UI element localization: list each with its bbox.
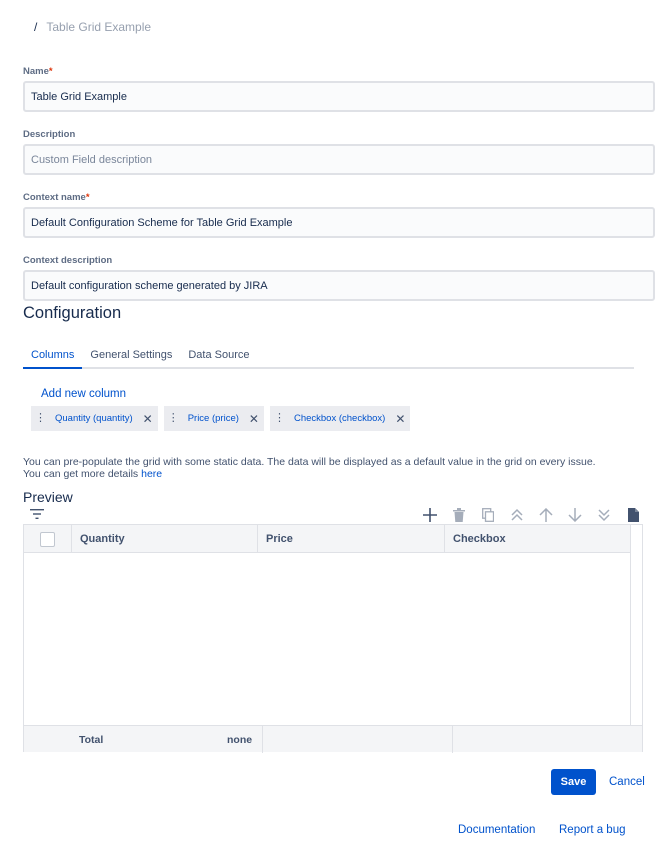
preview-grid: [23, 524, 643, 752]
breadcrumb: [34, 20, 151, 34]
total-value: none: [227, 733, 253, 746]
grid-toolbar: [419, 506, 644, 524]
trash-icon[interactable]: [448, 506, 470, 524]
remove-column-icon[interactable]: ✕: [248, 411, 259, 426]
preview-title: Preview: [23, 489, 73, 505]
context-name-input[interactable]: [23, 207, 655, 238]
column-chip-price[interactable]: [164, 406, 264, 431]
required-mark: *: [48, 66, 53, 77]
context-description-label-text: Context description: [23, 255, 113, 266]
drag-handle-icon[interactable]: ⋮: [35, 412, 46, 424]
header-quantity[interactable]: Quantity: [72, 525, 258, 553]
configuration-title: Configuration: [23, 304, 122, 322]
breadcrumb-separator: /: [34, 20, 38, 34]
column-chips: [31, 406, 410, 431]
name-label: [23, 66, 53, 77]
required-mark: *: [85, 192, 90, 203]
column-chip-checkbox[interactable]: [270, 406, 410, 431]
add-new-column-link[interactable]: Add new column: [41, 388, 127, 400]
description-label-text: Description: [23, 129, 76, 140]
tab-data-source[interactable]: Data Source: [188, 349, 250, 361]
drag-handle-icon[interactable]: ⋮: [273, 412, 285, 424]
grid-footer: [24, 725, 642, 752]
move-bottom-icon[interactable]: [593, 506, 615, 524]
header-select-cell: [24, 525, 72, 553]
copy-icon[interactable]: [477, 506, 499, 524]
column-chip-label[interactable]: Quantity (quantity): [55, 413, 133, 424]
context-description-value: Default configuration scheme generated by JIRA: [31, 279, 268, 292]
description-placeholder: Custom Field description: [31, 153, 153, 166]
footer-divider: [262, 726, 263, 753]
more-details-link[interactable]: here: [141, 468, 163, 480]
document-icon[interactable]: [622, 506, 644, 524]
cancel-button[interactable]: Cancel: [609, 776, 645, 788]
column-chip-label[interactable]: Checkbox (checkbox): [293, 413, 386, 424]
add-row-icon[interactable]: [419, 506, 441, 524]
move-down-icon[interactable]: [564, 506, 586, 524]
grid-header: [24, 525, 631, 553]
description-input[interactable]: [23, 144, 655, 175]
move-top-icon[interactable]: [506, 506, 528, 524]
name-input-value: Table Grid Example: [31, 90, 127, 103]
prepopulate-info: [23, 456, 663, 480]
total-label: Total: [79, 733, 104, 746]
filter-icon[interactable]: [30, 508, 44, 520]
context-description-label: [23, 255, 112, 266]
select-all-checkbox[interactable]: [40, 532, 55, 547]
context-name-label: [23, 192, 90, 203]
context-name-label-text: Context name: [23, 192, 86, 203]
header-price[interactable]: Price: [258, 525, 445, 553]
tab-general-settings[interactable]: General Settings: [90, 349, 173, 361]
footer-divider: [452, 726, 453, 753]
context-description-input[interactable]: [23, 270, 655, 301]
report-bug-link[interactable]: Report a bug: [559, 824, 626, 836]
column-chip-quantity[interactable]: [31, 406, 158, 431]
description-label: [23, 129, 75, 140]
context-name-value: Default Configuration Scheme for Table Grid Example: [31, 216, 293, 229]
move-up-icon[interactable]: [535, 506, 557, 524]
info-line-1: You can pre-populate the grid with some static data. The data will be displayed as a default value in the grid on every issue.: [23, 456, 596, 468]
name-input[interactable]: [23, 81, 655, 112]
remove-column-icon[interactable]: ✕: [395, 411, 406, 426]
drag-handle-icon[interactable]: ⋮: [167, 412, 179, 424]
info-line-2: [23, 468, 663, 480]
header-checkbox[interactable]: Checkbox: [445, 525, 631, 553]
info-line-2-text: You can get more details: [23, 468, 142, 480]
tab-columns[interactable]: Columns: [23, 347, 82, 369]
documentation-link[interactable]: Documentation: [458, 824, 536, 836]
name-label-text: Name: [23, 66, 49, 77]
grid-body: [24, 553, 631, 725]
breadcrumb-current[interactable]: Table Grid Example: [46, 20, 152, 34]
column-chip-label[interactable]: Price (price): [187, 413, 239, 424]
save-button[interactable]: Save: [551, 769, 596, 795]
configuration-tabs: [23, 347, 634, 369]
remove-column-icon[interactable]: ✕: [142, 411, 153, 426]
